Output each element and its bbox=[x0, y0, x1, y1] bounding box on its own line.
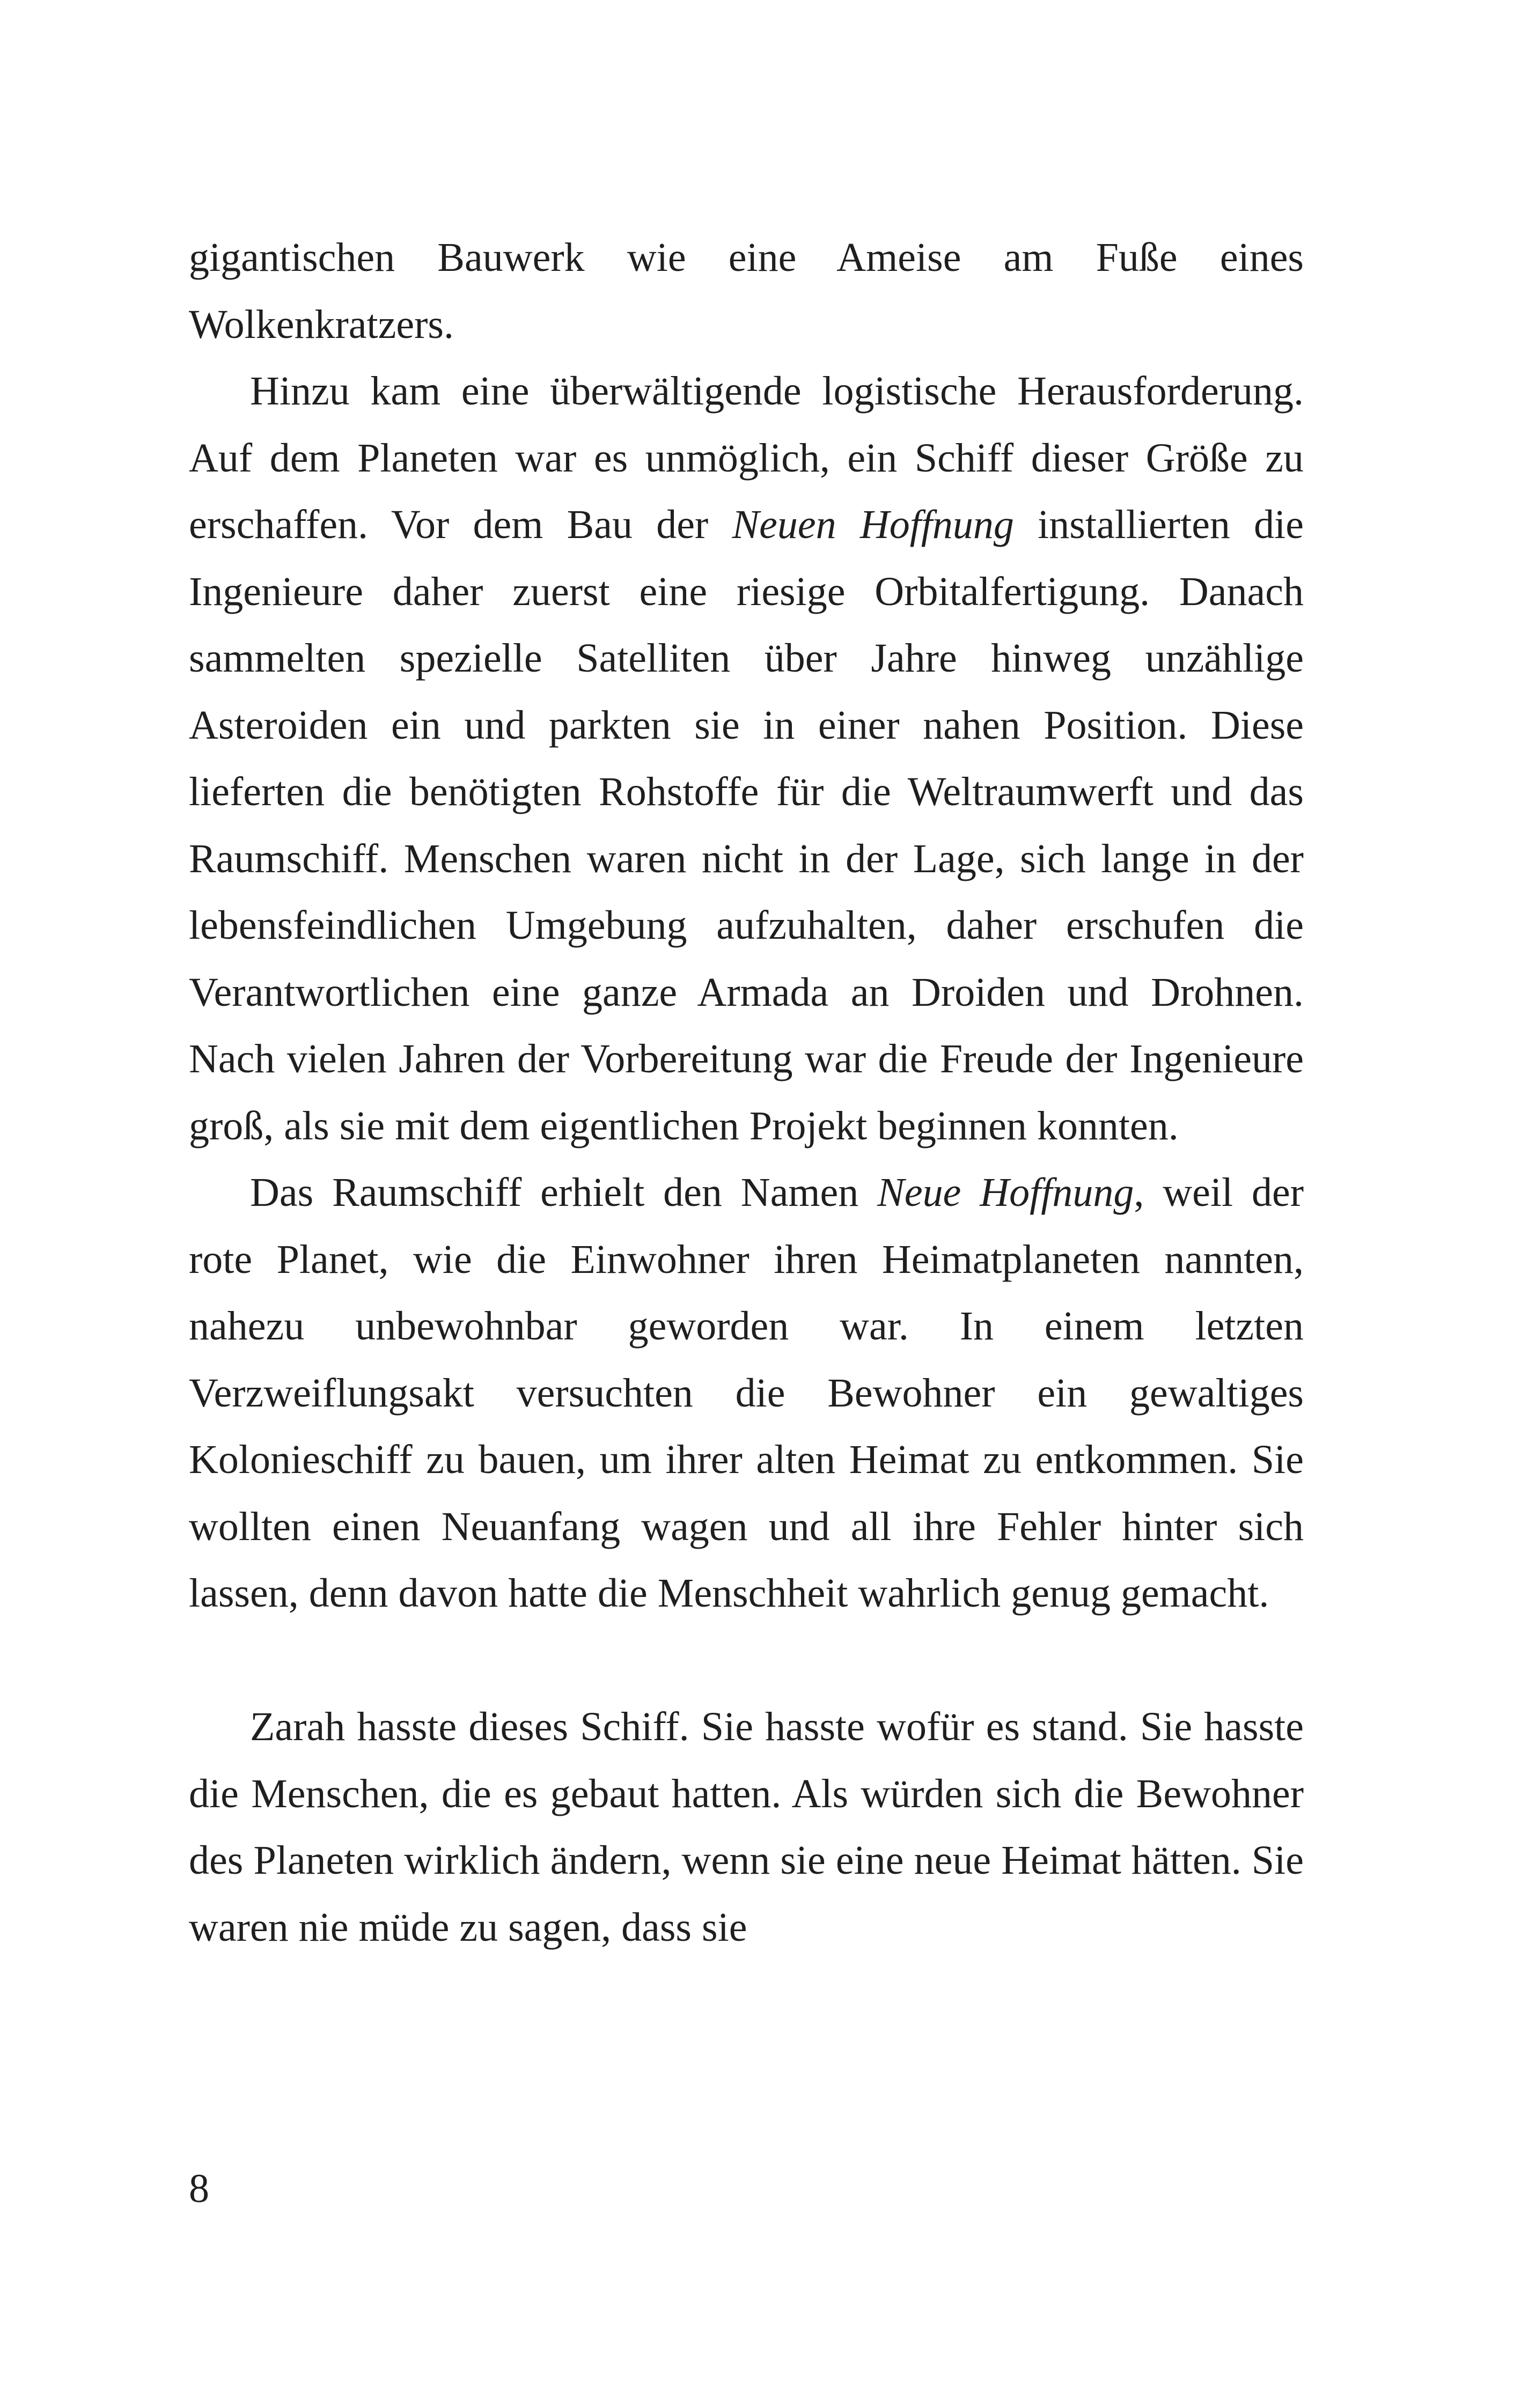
paragraph-text: , weil der rote Planet, wie die Einwohner ihren Heimatplaneten nannten, nahezu unbewohnbar geworden war. In einem letzten Verzweiflungsakt versuchten die Bewohner ein gewaltiges Kolonieschiff zu bauen, um ihrer alten Heimat zu entkommen. Sie wollten einen Neuanfang wagen und all ihre Fehler hinter sich lassen, denn davon hatte die Menschheit wahrlich genug gemacht. bbox=[189, 1170, 1304, 1616]
paragraph-logistics bbox=[189, 358, 1304, 1159]
ship-name-italic: Neuen Hoffnung bbox=[732, 502, 1014, 547]
paragraph-zarah bbox=[189, 1693, 1304, 1961]
paragraph-text: Hinzu kam eine überwältigende logistische Herausforderung. Auf dem Planeten war es unmöglich, ein Schiff dieser Größe zu erschaffen. Vor dem Bau der bbox=[189, 369, 1304, 547]
body-text bbox=[189, 224, 1304, 1961]
section-break bbox=[189, 1627, 1304, 1694]
page-number: 8 bbox=[189, 2166, 209, 2211]
ship-name-italic: Neue Hoffnung bbox=[877, 1170, 1134, 1215]
paragraph-continuation bbox=[189, 224, 1304, 358]
paragraph-text: installierten die Ingenieure daher zuerst eine riesige Orbitalfertigung. Danach sammelten spezielle Satelliten über Jahre hinweg unzählige Asteroiden ein und parkten sie in einer nahen Position. Diese lieferten die benötigten Rohstoffe für die Weltraumwerft und das Raumschiff. Menschen waren nicht in der Lage, sich lange in der lebensfeindlichen Umgebung aufzuhalten, daher erschufen die Verantwortlichen eine ganze Armada an Droiden und Drohnen. Nach vielen Jahren der Vorbereitung war die Freude der Ingenieure groß, als sie mit dem eigentlichen Projekt beginnen konnten. bbox=[189, 502, 1304, 1148]
paragraph-text: Das Raumschiff erhielt den Namen bbox=[250, 1170, 878, 1215]
paragraph-text: gigantischen Bauwerk wie eine Ameise am Fuße eines Wolkenkratzers. bbox=[189, 235, 1304, 347]
paragraph-text: Zarah hasste dieses Schiff. Sie hasste wofür es stand. Sie hasste die Menschen, die es gebaut hatten. Als würden sich die Bewohner des Planeten wirklich ändern, wenn sie eine neue Heimat hätten. Sie waren nie müde zu sagen, dass sie bbox=[189, 1704, 1304, 1950]
paragraph-ship-name bbox=[189, 1159, 1304, 1627]
